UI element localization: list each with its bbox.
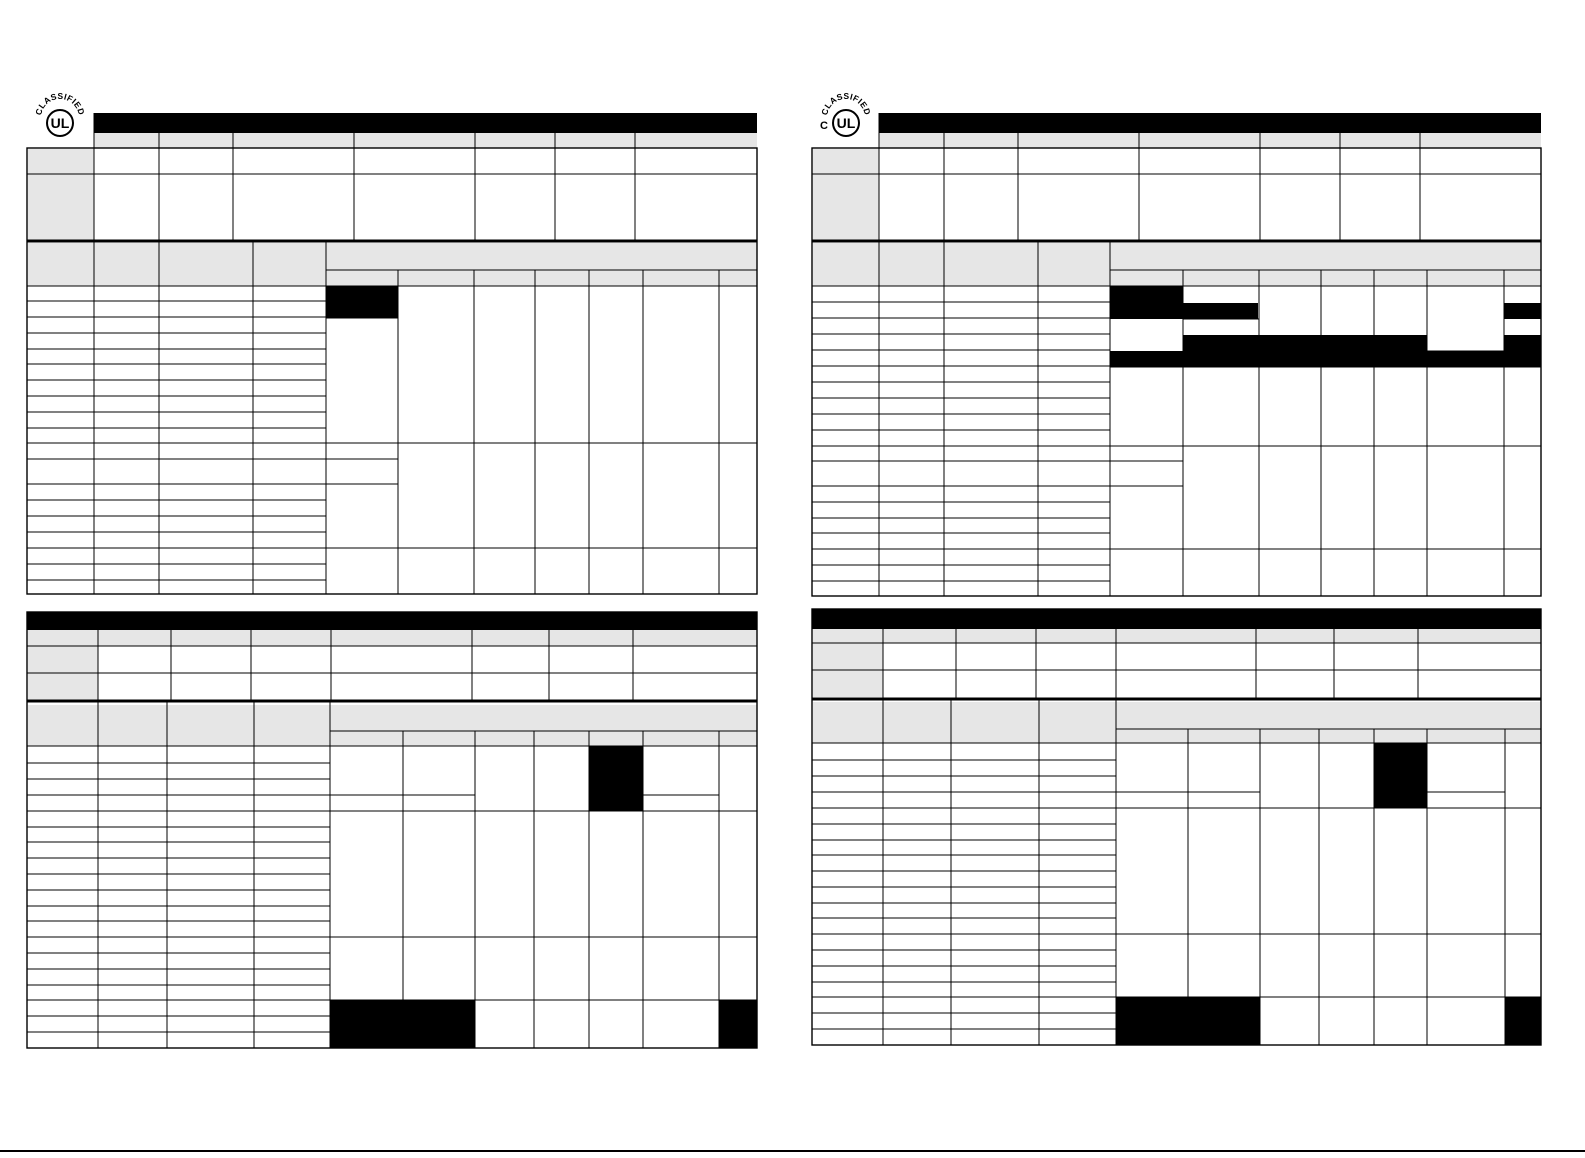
- canada-c-prefix: C: [820, 120, 828, 132]
- classified-arc-textpath: CLASSIFIED: [819, 90, 873, 117]
- header-cell-fill: [28, 630, 757, 646]
- c-ul-classified-mark-right: [819, 91, 873, 136]
- header-cell-fill: [813, 243, 1541, 286]
- black-filled-cell: [326, 286, 398, 318]
- black-filled-cell: [1183, 335, 1427, 351]
- header-cell-fill: [28, 705, 757, 746]
- black-filled-cell: [1110, 303, 1258, 319]
- black-filled-cell: [1374, 743, 1427, 808]
- black-filled-cell: [719, 1000, 757, 1048]
- table-bottom-left: [27, 612, 757, 1048]
- header-cell-fill: [813, 629, 1541, 643]
- ul-letters: UL: [50, 115, 70, 131]
- table-top-left: [27, 113, 757, 594]
- table-title-bar: [94, 113, 757, 133]
- classified-arc-text: [33, 91, 87, 116]
- black-filled-cell: [589, 746, 643, 811]
- table-frame: [27, 612, 757, 1048]
- table-title-bar: [27, 612, 757, 630]
- black-filled-cell: [1504, 303, 1541, 319]
- header-cell-fill: [28, 149, 94, 240]
- header-cell-fill: [879, 133, 1541, 148]
- classified-arc-textpath: CLASSIFIED: [33, 90, 87, 117]
- ul-letters: UL: [836, 115, 856, 131]
- black-filled-cell: [1504, 335, 1541, 351]
- table-top-right: [812, 113, 1541, 596]
- page-bottom-rule: [0, 1150, 1585, 1152]
- header-cell-fill: [813, 149, 879, 240]
- header-cell-fill: [813, 702, 1541, 743]
- table-frame: [812, 609, 1541, 1045]
- header-cell-fill: [94, 133, 757, 148]
- table-title-bar: [812, 609, 1541, 629]
- table-bottom-right: [812, 609, 1541, 1045]
- table-frame: [812, 148, 1541, 596]
- header-cell-fill: [28, 243, 757, 286]
- table-frame: [27, 148, 757, 594]
- classified-arc-text: [819, 91, 873, 116]
- ul-classified-mark-left: [33, 91, 87, 136]
- black-filled-cell: [1110, 351, 1541, 367]
- black-filled-cell: [1505, 997, 1541, 1045]
- table-title-bar: [879, 113, 1541, 133]
